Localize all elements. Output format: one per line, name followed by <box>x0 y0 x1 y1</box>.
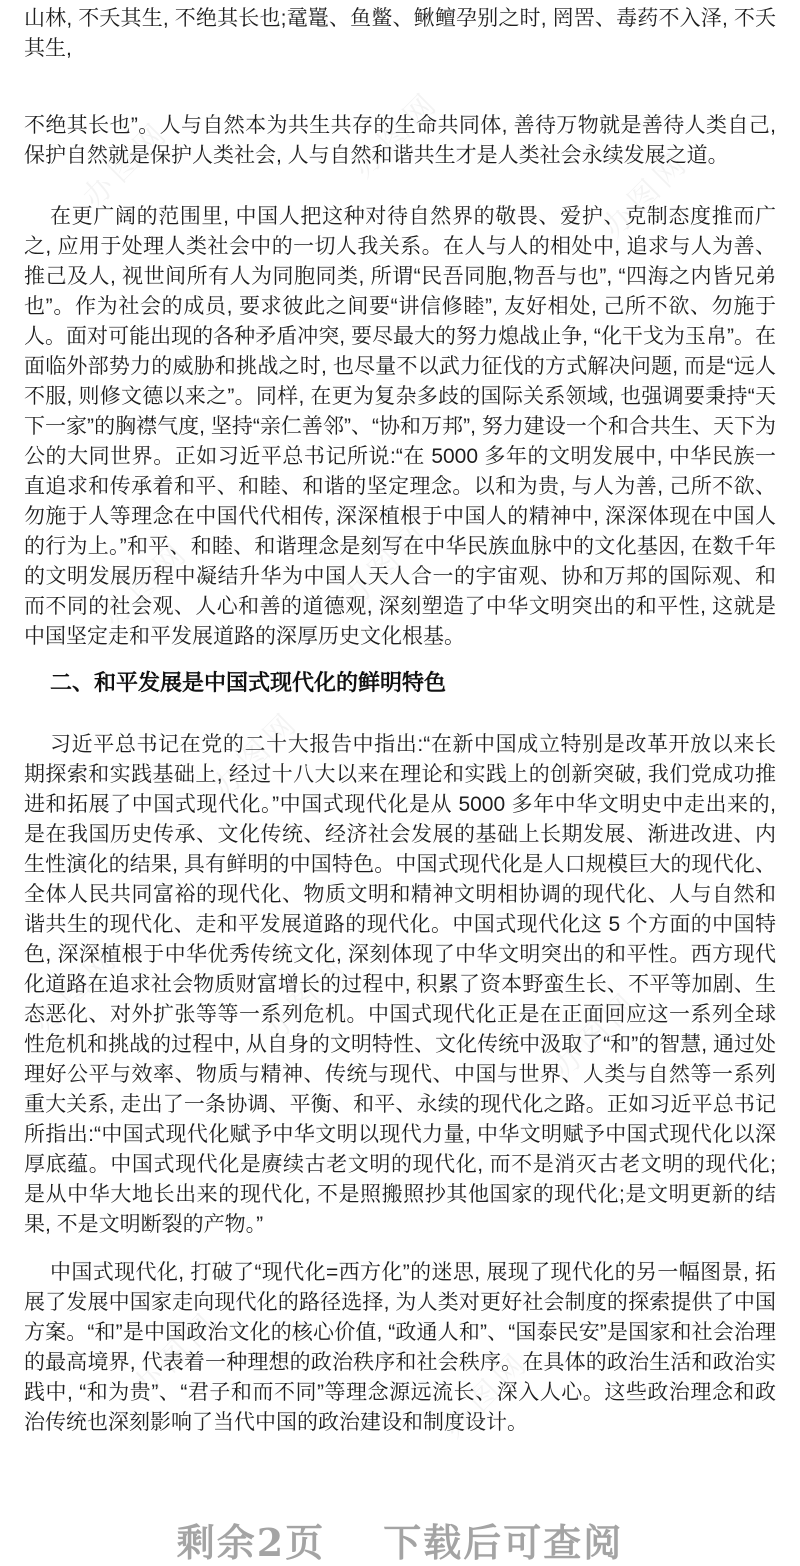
paragraph-modernization-myth: 中国式现代化, 打破了“现代化=西方化”的迷思, 展现了现代化的另一幅图景, 拓展了发展中国家走向现代化的路径选择, 为人类对更好社会制度的探索提供了中国方案。“和”是中国政治文化的核心价值, “政通人和”、“国泰民安”是国家和社会治理的最高境界, 代表着一种理想的政治秩序和社会秩序。在具体的政治生活和政治实践中, “和为贵”、“君子和而不同”等理念源远流长、深入人心。这些政治理念和政治传统也深刻影响了当代中国的政治建设和制度设计。 <box>24 1261 776 1434</box>
paragraph-broader-scope: 在更广阔的范围里, 中国人把这种对待自然界的敬畏、爱护、克制态度推而广之, 应用于处理人类社会中的一切人我关系。在人与人的相处中, 追求与人为善、推己及人, 视世间所有人为同胞同类, 所谓“民吾同胞,物吾与也”, “四海之内皆兄弟也”。作为社会的成员, 要求彼此之间要“讲信修睦”, 友好相处, 己所不欲、勿施于人。面对可能出现的各种矛盾冲突, 要尽最大的努力熄战止争, “化干戈为玉帛”。在面临外部势力的威胁和挑战之时, 也尽量不以武力征伐的方式解决问题, 而是“远人不服, 则修文德以来之”。同样, 在更为复杂多歧的国际关系领域, 也强调要秉持“天下一家”的胸襟气度, 坚持“亲仁善邻”、“协和万邦”, 努力建设一个和合共生、天下为公的大同世界。正如习近平总书记所说:“在 5000 多年的文明发展中, 中华民族一直追求和传承着和平、和睦、和谐的坚定理念。以和为贵, 与人为善, 己所不欲、勿施于人等理念在中国代代相传, 深深植根于中国人的精神中, 深深体现在中国人的行为上。”和平、和睦、和谐理念是刻写在中华民族血脉中的文化基因, 在数千年的文明发展历程中凝结升华为中国人天人合一的宇宙观、协和万邦的国际观、和而不同的社会观、人心和善的道德观, 深刻塑造了中华文明突出的和平性, 这就是中国坚定走和平发展道路的深厚历史文化根基。 <box>24 205 776 648</box>
section-heading-peaceful-development: 二、和平发展是中国式现代化的鲜明特色 <box>50 670 447 695</box>
paragraph-20th-congress-report: 习近平总书记在党的二十大报告中指出:“在新中国成立特别是改革开放以来长期探索和实践基础上, 经过十八大以来在理论和实践上的创新突破, 我们党成功推进和拓展了中国式现代化。”中国式现代化是从 5000 多年中华文明史中走出来的, 是在我国历史传承、文化传统、经济社会发展的基础上长期发展、渐进改进、内生性演化的结果, 具有鲜明的中国特色。中国式现代化是人口规模巨大的现代化、全体人民共同富裕的现代化、物质文明和精神文明相协调的现代化、人与自然和谐共生的现代化、走和平发展道路的现代化。中国式现代化这 5 个方面的中国特色, 深深植根于中华优秀传统文化, 深刻体现了中华文明突出的和平性。西方现代化道路在追求社会物质财富增长的过程中, 积累了资本野蛮生长、不平等加剧、生态恶化、对外扩张等等一系列危机。中国式现代化正是在正面回应这一系列全球性危机和挑战的过程中, 从自身的文明特性、文化传统中汲取了“和”的智慧, 通过处理好公平与效率、物质与精神、传统与现代、中国与世界、人类与自然等一系列重大关系, 走出了一条协调、平衡、和平、永续的现代化之路。正如习近平总书记所指出:“中国式现代化赋予中华文明以现代力量, 中华文明赋予中国式现代化以深厚底蕴。中国式现代化是赓续古老文明的现代化, 而不是消灭古老文明的现代化;是从中华大地长出来的现代化, 不是照搬照抄其他国家的现代化;是文明更新的结果, 不是文明断裂的产物。” <box>24 733 776 1236</box>
document-content <box>24 4 776 1566</box>
remaining-pages-label: 剩余2页 <box>176 1520 326 1565</box>
download-hint-label: 下载后可查阅 <box>383 1520 624 1565</box>
paragraph-fragment-previous-page: 山林, 不夭其生, 不绝其长也;鼋鼍、鱼鳖、鳅鳣孕别之时, 罔罟、毒药不入泽, 不夭其生, <box>24 7 776 60</box>
preview-footer <box>24 1520 776 1566</box>
paragraph-nature-community: 不绝其长也”。人与自然本为共生共存的生命共同体, 善待万物就是善待人类自己, 保护自然就是保护人类社会, 人与自然和谐共生才是人类社会永续发展之道。 <box>24 114 776 167</box>
